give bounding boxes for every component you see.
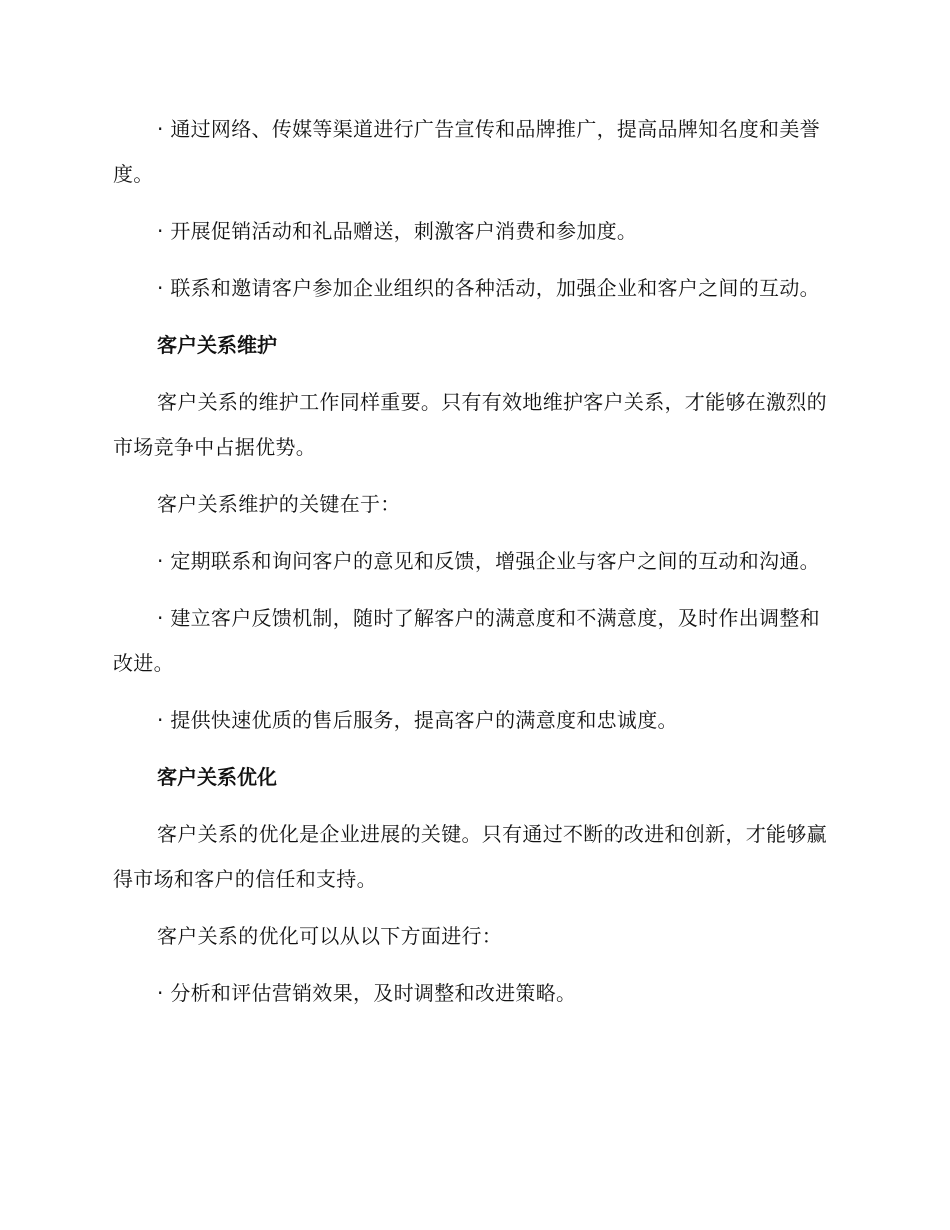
- bullet-paragraph: · 开展促销活动和礼品赠送，刺激客户消费和参加度。: [157, 219, 638, 243]
- body-paragraph: 客户关系维护的关键在于：: [157, 492, 401, 516]
- bullet-paragraph: · 分析和评估营销效果，及时调整和改进策略。: [157, 981, 577, 1005]
- bullet-paragraph: · 建立客户反馈机制，随时了解客户的满意度和不满意度，及时作出调整和改进。: [113, 606, 820, 675]
- document-body: [113, 107, 831, 1016]
- bullet-paragraph: · 提供快速优质的售后服务，提高客户的满意度和忠诚度。: [157, 708, 678, 732]
- bullet-paragraph: · 联系和邀请客户参加企业组织的各种活动，加强企业和客户之间的互动。: [157, 276, 820, 300]
- body-paragraph: 客户关系的优化可以从以下方面进行：: [157, 924, 503, 948]
- section-heading: 客户关系维护: [157, 333, 277, 357]
- body-paragraph: 客户关系的维护工作同样重要。只有有效地维护客户关系，才能够在激烈的市场竞争中占据优势。: [113, 390, 827, 459]
- body-paragraph: 客户关系的优化是企业进展的关键。只有通过不断的改进和创新，才能够赢得市场和客户的信任和支持。: [113, 822, 827, 891]
- section-heading: 客户关系优化: [157, 765, 277, 789]
- bullet-paragraph: · 定期联系和询问客户的意见和反馈，增强企业与客户之间的互动和沟通。: [157, 549, 820, 573]
- bullet-paragraph: · 通过网络、传媒等渠道进行广告宣传和品牌推广，提高品牌知名度和美誉度。: [113, 117, 820, 186]
